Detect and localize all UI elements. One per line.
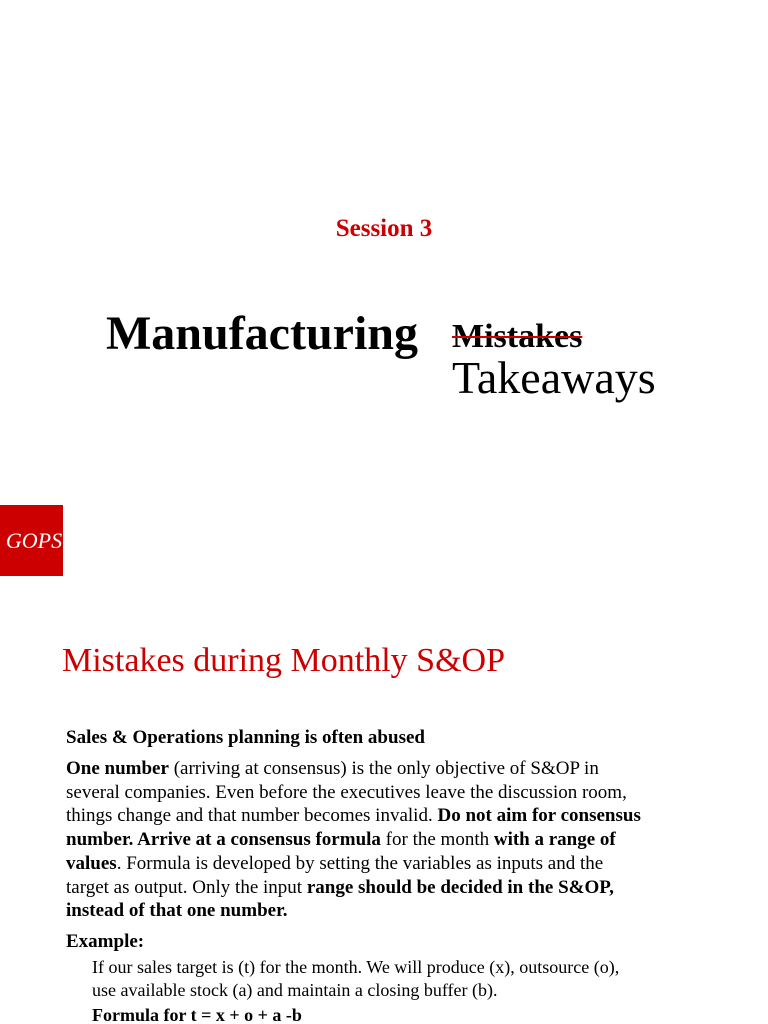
logo-text: GOPS: [5, 527, 63, 553]
para-line: [66, 757, 746, 781]
example-line: use available stock (a) and maintain a closing buffer (b).: [92, 980, 498, 1000]
example-line: If our sales target is (t) for the month. We will produce (x), outsource (o),: [92, 957, 620, 977]
para-line: [66, 828, 746, 852]
formula: Formula for t = x + o + a -b: [92, 1005, 302, 1024]
replacement-word: Takeaways: [452, 352, 656, 403]
bold-text: with a range of: [493, 829, 616, 851]
body-text: (arriving at consensus) is the only objective of S&OP in: [168, 758, 599, 779]
body-text: . Formula is developed by setting the variables as inputs and the: [116, 852, 604, 874]
bold-text: instead of that one number.: [66, 900, 288, 922]
struck-word: Mistakes: [452, 318, 583, 355]
para-line: [66, 876, 746, 900]
bold-text: values: [66, 852, 117, 874]
para-line: [66, 852, 746, 876]
para-line: [66, 804, 746, 828]
bold-text: Do not aim for consensus: [437, 805, 641, 827]
slide-subheading: Sales & Operations planning is often abused: [66, 727, 425, 748]
main-title: Manufacturing: [106, 307, 418, 360]
body-text: several companies. Even before the executives leave the discussion room,: [66, 781, 627, 803]
para-line: [66, 781, 746, 805]
bold-text: One number: [66, 758, 169, 779]
bold-text: range should be decided in the S&OP,: [306, 876, 614, 898]
example-text: [92, 956, 619, 1002]
body-text: target as output. Only the input: [66, 876, 307, 898]
session-title: Session 3: [335, 215, 433, 242]
body-text: things change and that number becomes invalid.: [66, 805, 438, 827]
body-text: for the month: [380, 829, 494, 851]
example-label: Example:: [66, 931, 145, 952]
slide-title: Mistakes during Monthly S&OP: [62, 642, 505, 679]
para-line: [66, 899, 746, 923]
bold-text: number. Arrive at a consensus formula: [66, 829, 381, 851]
gops-logo: [0, 505, 63, 576]
body-paragraph: [66, 757, 746, 923]
